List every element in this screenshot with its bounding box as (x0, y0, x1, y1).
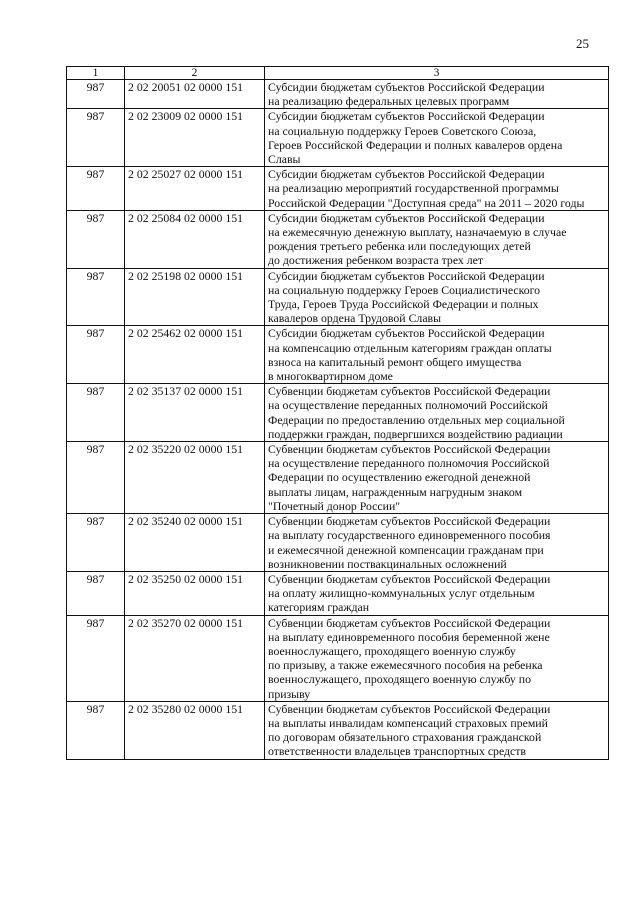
description-line: на ежемесячную денежную выплату, назначаемую в случае (268, 225, 567, 240)
description-line: Субвенции бюджетам субъектов Российской Федерации (268, 615, 551, 630)
description-line: Субвенции бюджетам субъектов Российской Федерации (268, 442, 551, 457)
table-row (67, 442, 609, 514)
table-body (67, 80, 609, 760)
budget-code-cell: 2 02 35270 02 0000 151 (125, 615, 265, 701)
description-line: Субсидии бюджетам субъектов Российской Федерации (268, 80, 545, 94)
admin-code-cell: 987 (67, 442, 125, 514)
description-line: Славы (268, 152, 301, 167)
budget-code-cell: 2 02 25462 02 0000 151 (125, 326, 265, 384)
description-line: на осуществление переданных полномочий Российской (268, 398, 548, 413)
description-cell (265, 210, 609, 268)
table-row (67, 167, 609, 211)
admin-code-cell: 987 (67, 514, 125, 572)
description-line: Субсидии бюджетам субъектов Российской Федерации (268, 109, 545, 124)
description-line: Субсидии бюджетам субъектов Российской Федерации (268, 167, 545, 182)
description-line: Субсидии бюджетам субъектов Российской Федерации (268, 210, 545, 225)
budget-code-cell: 2 02 35250 02 0000 151 (125, 571, 265, 615)
table-header-row (67, 67, 609, 80)
admin-code-cell: 987 (67, 384, 125, 442)
description-line: взноса на капитальный ремонт общего имущества (268, 354, 522, 369)
table-row (67, 109, 609, 167)
budget-code-cell: 2 02 20051 02 0000 151 (125, 80, 265, 109)
description-line: рождения третьего ребенка или последующих детей (268, 239, 531, 254)
description-cell (265, 80, 609, 109)
admin-code-cell: 987 (67, 80, 125, 109)
column-header-2: 2 (125, 67, 265, 80)
admin-code-cell: 987 (67, 210, 125, 268)
description-line: возникновении поствакцинальных осложнений (268, 556, 507, 571)
table-row (67, 268, 609, 326)
budget-codes-table (66, 66, 609, 760)
description-cell (265, 167, 609, 211)
budget-code-cell: 2 02 25027 02 0000 151 (125, 167, 265, 211)
description-line: на реализацию федеральных целевых программ (268, 94, 510, 109)
admin-code-cell: 987 (67, 326, 125, 384)
description-line: Федерации по осуществлению ежегодной денежной (268, 470, 531, 485)
budget-code-cell: 2 02 25198 02 0000 151 (125, 268, 265, 326)
description-line: на выплату государственного единовременного пособия (268, 528, 551, 543)
description-cell (265, 384, 609, 442)
description-line: Субсидии бюджетам субъектов Российской Федерации (268, 268, 545, 283)
description-line: военнослужащего, проходящего военную службу (268, 643, 516, 658)
description-line: на выплаты инвалидам компенсаций страховых премий (268, 715, 548, 730)
table-row (67, 514, 609, 572)
description-line: на оплату жилищно-коммунальных услуг отдельным (268, 586, 535, 601)
budget-code-cell: 2 02 35240 02 0000 151 (125, 514, 265, 572)
table-row (67, 384, 609, 442)
admin-code-cell: 987 (67, 109, 125, 167)
budget-code-cell: 2 02 35220 02 0000 151 (125, 442, 265, 514)
description-line: Субвенции бюджетам субъектов Российской Федерации (268, 514, 551, 529)
table-row (67, 210, 609, 268)
table-row (67, 80, 609, 109)
description-line: Субвенции бюджетам субъектов Российской Федерации (268, 571, 551, 586)
description-line: на социальную поддержку Героев Советского Союза, (268, 123, 537, 138)
description-line: кавалеров ордена Трудовой Славы (268, 311, 442, 326)
description-line: по договорам обязательного страхования гражданской (268, 730, 542, 745)
description-cell (265, 514, 609, 572)
description-line: на компенсацию отдельным категориям граждан оплаты (268, 340, 552, 355)
admin-code-cell: 987 (67, 571, 125, 615)
table-row (67, 571, 609, 615)
description-line: категориям граждан (268, 600, 370, 615)
description-line: поддержки граждан, подвергшихся воздействию радиации (268, 426, 563, 441)
description-line: на реализацию мероприятий государственной программы (268, 181, 559, 196)
description-line: военнослужащего, проходящего военную службу по (268, 672, 531, 687)
page-number: 25 (576, 36, 589, 51)
description-line: Субвенции бюджетам субъектов Российской Федерации (268, 701, 551, 716)
description-line: ответственности владельцев транспортных средств (268, 744, 527, 759)
description-line: в многоквартирном доме (268, 369, 393, 384)
column-header-1: 1 (67, 67, 125, 80)
description-line: Труда, Героев Труда Российской Федерации и полных (268, 297, 539, 312)
description-line: Субсидии бюджетам субъектов Российской Федерации (268, 326, 545, 341)
description-cell (265, 442, 609, 514)
description-line: Героев Российской Федерации и полных кавалеров ордена (268, 137, 563, 152)
description-cell (265, 701, 609, 759)
description-line: "Почетный донор России" (268, 498, 401, 513)
description-line: Российской Федерации "Доступная среда" на 2011 – 2020 годы (268, 195, 585, 210)
description-line: призыву (268, 686, 311, 701)
description-line: Федерации по предоставлению отдельных мер социальной (268, 412, 565, 427)
description-line: на осуществление переданного полномочия Российской (268, 456, 550, 471)
table-row (67, 701, 609, 759)
admin-code-cell: 987 (67, 167, 125, 211)
description-line: на выплату единовременного пособия беременной жене (268, 629, 550, 644)
budget-code-cell: 2 02 23009 02 0000 151 (125, 109, 265, 167)
admin-code-cell: 987 (67, 615, 125, 701)
description-cell (265, 109, 609, 167)
description-line: по призыву, а также ежемесячного пособия на ребенка (268, 658, 543, 673)
admin-code-cell: 987 (67, 701, 125, 759)
description-cell (265, 326, 609, 384)
admin-code-cell: 987 (67, 268, 125, 326)
description-cell (265, 615, 609, 701)
description-cell (265, 571, 609, 615)
description-cell (265, 268, 609, 326)
budget-code-cell: 2 02 35280 02 0000 151 (125, 701, 265, 759)
budget-code-cell: 2 02 25084 02 0000 151 (125, 210, 265, 268)
description-line: Субвенции бюджетам субъектов Российской Федерации (268, 384, 551, 399)
table-row (67, 326, 609, 384)
table-row (67, 615, 609, 701)
description-line: на социальную поддержку Героев Социалистического (268, 282, 541, 297)
budget-code-cell: 2 02 35137 02 0000 151 (125, 384, 265, 442)
description-line: и ежемесячной денежной компенсации гражданам при (268, 542, 544, 557)
column-header-3: 3 (265, 67, 609, 80)
description-line: до достижения ребенком возраста трех лет (268, 253, 484, 268)
description-line: выплаты лицам, награжденным нагрудным знаком (268, 484, 523, 499)
